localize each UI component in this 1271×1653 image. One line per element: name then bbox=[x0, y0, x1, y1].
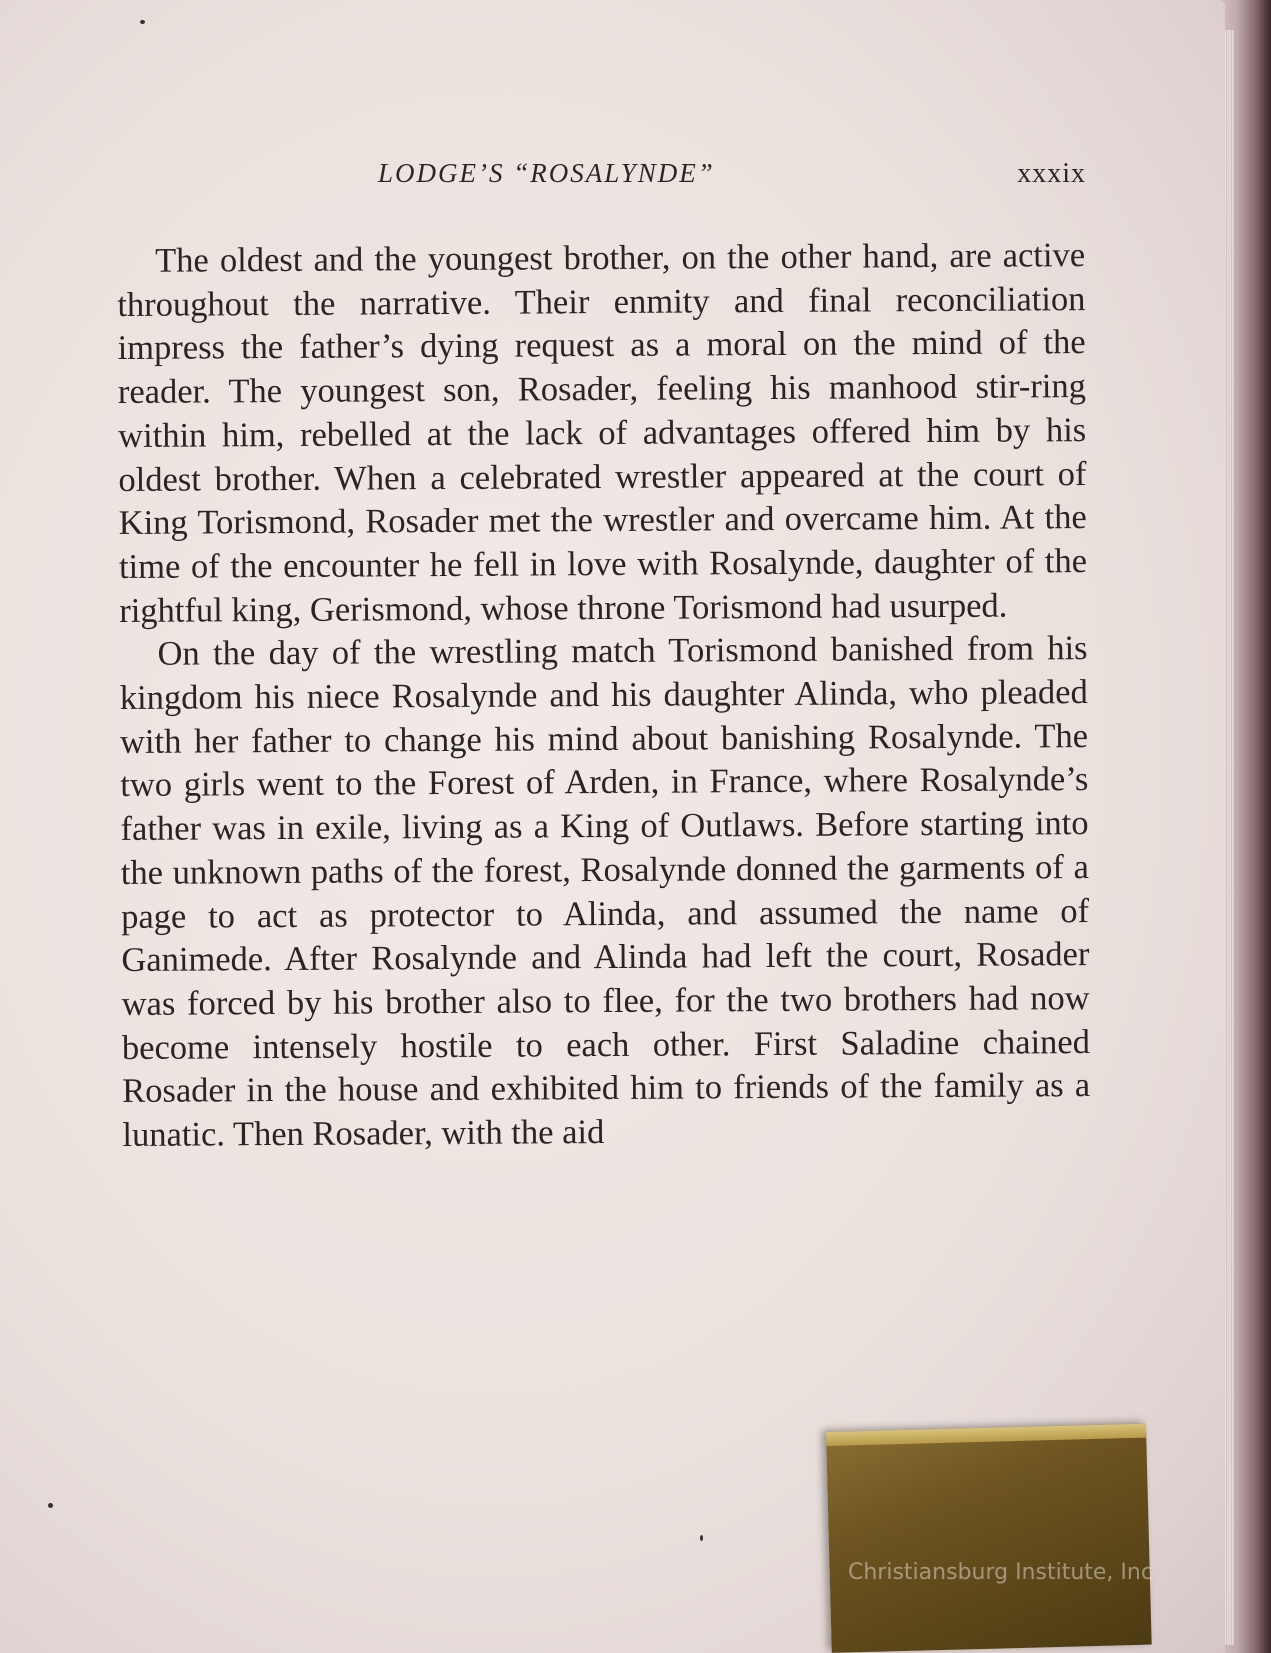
watermark-text: Christiansburg Institute, Inc bbox=[848, 1560, 1153, 1585]
paragraph-1: The oldest and the youngest brother, on the other hand, are active throughout the narrative. Their enmity and final reconciliation impress the father’s dying request as a moral on the mind of the reader. The youngest son, Rosader, feeling his manhood stir-ring within him, rebelled at the lack of advantages offered him by his oldest brother. When a celebrated wrestler appeared at the court of King Torismond, Rosader met the wrestler and overcame him. At the time of the encounter he fell in love with Rosalynde, daughter of the rightful king, Gerismond, whose throne Torismond had usurped. bbox=[117, 236, 1088, 630]
ink-speck bbox=[48, 1503, 53, 1508]
page-header bbox=[118, 158, 1086, 198]
body-text bbox=[117, 234, 1091, 1158]
ink-speck bbox=[700, 1535, 703, 1541]
running-title: LODGE’S “ROSALYNDE” bbox=[378, 158, 715, 188]
paragraph-2: On the day of the wrestling match Torismond banished from his kingdom his niece Rosalynde and his daughter Alinda, who pleaded with her father to change his mind about banishing Rosalynde. The two girls went to the Forest of Arden, in France, where Rosalynde’s father was in exile, living as a King of Outlaws. Before starting into the unknown paths of the forest, Rosalynde donned the garments of a page to act as protector to Alinda, and assumed the name of Ganimede. After Rosalynde and Alinda had left the court, Rosader was forced by his brother also to flee, for the two brothers had now become intensely hostile to each other. First Saladine chained Rosader in the house and exhibited him to friends of the family as a lunatic. Then Rosader, with the aid bbox=[119, 629, 1091, 1155]
page-number: xxxix bbox=[1017, 158, 1086, 189]
brass-bookmark bbox=[826, 1424, 1152, 1653]
ink-speck bbox=[140, 20, 145, 24]
